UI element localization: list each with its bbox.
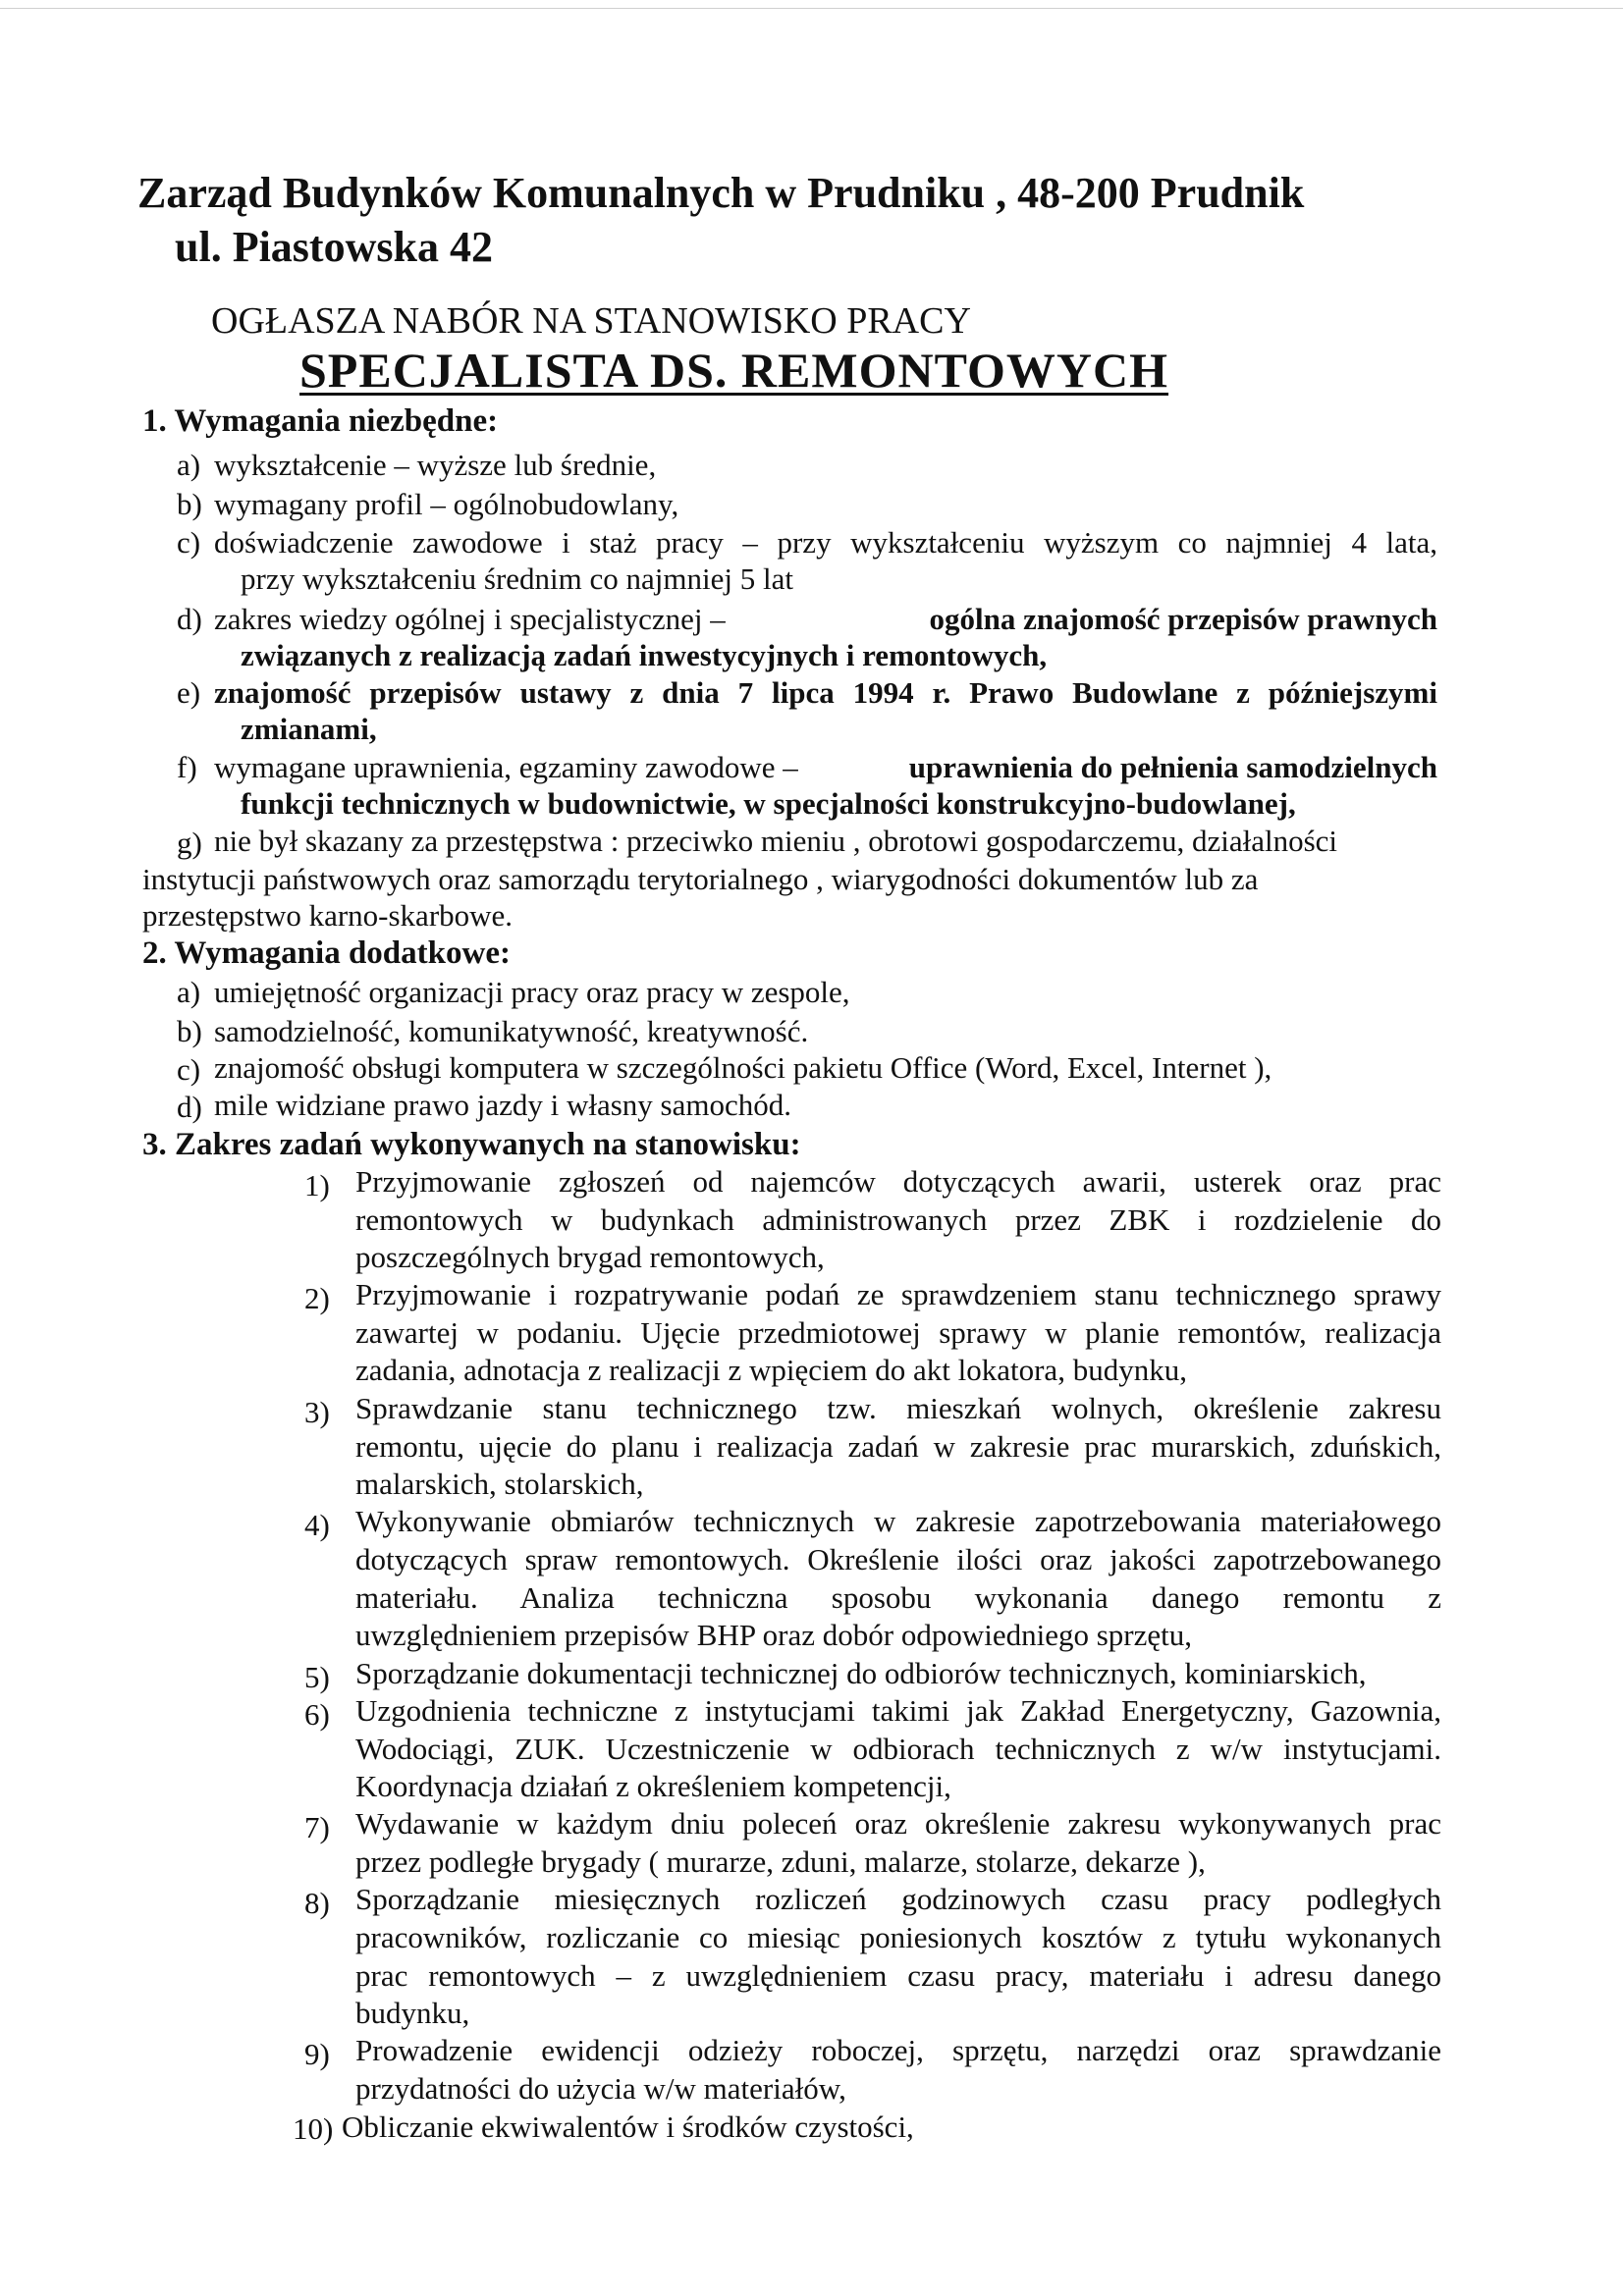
requirement-c-line-1: doświadczenie zawodowe i staż pracy – przy wykształceniu wyższym co najmniej 4 lata, <box>214 525 1437 560</box>
item-label: b) <box>177 487 202 521</box>
task-8-line-1: Sporządzanie miesięcznych rozliczeń godzinowych czasu pracy podległych <box>355 1882 1441 1916</box>
task-3-line-2: remontu, ujęcie do planu i realizacja zadań w zakresie prac murarskich, zduńskich, <box>355 1429 1441 1464</box>
requirement-g-line-2: instytucji państwowych oraz samorządu terytorialnego , wiarygodności dokumentów lub za <box>142 862 1259 896</box>
task-number: 4) <box>304 1508 330 1542</box>
requirement-d-line-2: związanych z realizacją zadań inwestycyjnych i remontowych, <box>241 638 1048 672</box>
requirement-e-line-2: zmianami, <box>241 712 377 746</box>
requirement-g-line-3: przestępstwo karno-skarbowe. <box>142 898 514 933</box>
section-3-title: Zakres zadań wykonywanych na stanowisku: <box>175 1127 801 1162</box>
task-8-line-3: prac remontowych – z uwzględnieniem czasu pracy, materiału i adresu danego <box>355 1958 1441 1993</box>
task-8-line-4: budynku, <box>355 1996 470 2030</box>
task-6-line-2: Wodociągi, ZUK. Uczestniczenie w odbiorach technicznych z w/w instytucjami. <box>355 1732 1441 1766</box>
extra-requirement-a: umiejętność organizacji pracy oraz pracy w zespole, <box>214 975 850 1009</box>
section-2-heading <box>142 937 511 970</box>
task-number: 10) <box>293 2111 334 2146</box>
task-2-line-3: zadania, adnotacja z realizacji z wpięciem do akt lokatora, budynku, <box>355 1353 1187 1387</box>
requirement-e-line-1: znajomość przepisów ustawy z dnia 7 lipca 1994 r. Prawo Budowlane z późniejszymi <box>214 675 1437 710</box>
section-1-heading <box>142 405 498 438</box>
org-address-line: ul. Piastowska 42 <box>175 223 493 271</box>
task-number: 1) <box>304 1168 330 1202</box>
section-1-title: Wymagania niezbędne: <box>174 403 499 439</box>
section-3-number: 3. <box>142 1127 167 1162</box>
section-1-number: 1. <box>142 403 167 439</box>
task-10-line-1: Obliczanie ekwiwalentów i środków czystości, <box>342 2109 914 2144</box>
requirement-f-line-2: funkcji technicznych w budownictwie, w specjalności konstrukcyjno-budowlanej, <box>241 786 1296 821</box>
org-name-line: Zarząd Budynków Komunalnych w Prudniku , 48-200 Prudnik <box>137 169 1305 217</box>
task-number: 9) <box>304 2037 330 2071</box>
task-9-line-2: przydatności do użycia w/w materiałów, <box>355 2071 846 2106</box>
task-2-line-2: zawartej w podaniu. Ujęcie przedmiotowej sprawy w planie remontów, realizacja <box>355 1315 1441 1350</box>
task-number: 6) <box>304 1697 330 1732</box>
requirement-d-bold: ogólna znajomość przepisów prawnych <box>929 602 1437 636</box>
requirement-c-line-2: przy wykształceniu średnim co najmniej 5 lat <box>241 561 793 596</box>
task-number: 2) <box>304 1281 330 1315</box>
task-2-line-1: Przyjmowanie i rozpatrywanie podań ze sprawdzeniem stanu technicznego sprawy <box>355 1277 1441 1311</box>
task-3-line-3: malarskich, stolarskich, <box>355 1467 644 1501</box>
item-label: g) <box>177 826 202 860</box>
task-number: 3) <box>304 1395 330 1429</box>
scan-top-edge <box>0 8 1623 9</box>
item-label: f) <box>177 750 197 784</box>
task-4-line-1: Wykonywanie obmiarów technicznych w zakresie zapotrzebowania materiałowego <box>355 1504 1441 1538</box>
task-3-line-1: Sprawdzanie stanu technicznego tzw. mieszkań wolnych, określenie zakresu <box>355 1391 1441 1425</box>
extra-requirement-d: mile widziane prawo jazdy i własny samochód. <box>214 1088 791 1122</box>
requirement-d-text: zakres wiedzy ogólnej i specjalistycznej – <box>214 602 726 636</box>
task-5-line-1: Sporządzanie dokumentacji technicznej do odbiorów technicznych, kominiarskich, <box>355 1656 1367 1690</box>
requirement-f-bold: uprawnienia do pełnienia samodzielnych <box>908 750 1437 784</box>
task-1-line-2: remontowych w budynkach administrowanych przez ZBK i rozdzielenie do <box>355 1202 1441 1237</box>
item-label: e) <box>177 675 201 710</box>
task-number: 5) <box>304 1660 330 1694</box>
task-9-line-1: Prowadzenie ewidencji odzieży roboczej, sprzętu, narzędzi oraz sprawdzanie <box>355 2033 1441 2067</box>
task-7-line-2: przez podległe brygady ( murarze, zduni, malarze, stolarze, dekarze ), <box>355 1844 1206 1879</box>
extra-requirement-b: samodzielność, komunikatywność, kreatywność. <box>214 1014 809 1048</box>
item-label: c) <box>177 1052 201 1087</box>
requirement-b: wymagany profil – ogólnobudowlany, <box>214 487 679 521</box>
requirement-d-line-1 <box>214 604 1437 634</box>
item-label: a) <box>177 448 201 482</box>
section-2-title: Wymagania dodatkowe: <box>174 935 511 971</box>
section-2-number: 2. <box>142 935 167 971</box>
item-label: d) <box>177 602 202 636</box>
task-4-line-2: dotyczących spraw remontowych. Określenie ilości oraz jakości zapotrzebowanego <box>355 1542 1441 1576</box>
item-label: a) <box>177 975 201 1009</box>
requirement-g-line-1: nie był skazany za przestępstwa : przeciwko mieniu , obrotowi gospodarczemu, działalności <box>214 824 1338 858</box>
item-label: c) <box>177 525 201 560</box>
task-4-line-4: uwzględnieniem przepisów BHP oraz dobór odpowiedniego sprzętu, <box>355 1618 1193 1652</box>
task-6-line-1: Uzgodnienia techniczne z instytucjami takimi jak Zakład Energetyczny, Gazownia, <box>355 1693 1441 1728</box>
requirement-f-text: wymagane uprawnienia, egzaminy zawodowe – <box>214 750 798 784</box>
section-3-heading <box>142 1129 801 1161</box>
task-8-line-2: pracowników, rozliczanie co miesiąc poniesionych kosztów z tytułu wykonanych <box>355 1920 1441 1954</box>
task-number: 7) <box>304 1810 330 1844</box>
requirement-a: wykształcenie – wyższe lub średnie, <box>214 448 657 482</box>
task-4-line-3: materiału. Analiza techniczna sposobu wykonania danego remontu z <box>355 1580 1441 1615</box>
item-label: d) <box>177 1090 202 1124</box>
announcement-heading: OGŁASZA NABÓR NA STANOWISKO PRACY <box>211 300 971 342</box>
task-6-line-3: Koordynacja działań z określeniem kompetencji, <box>355 1769 951 1803</box>
item-label: b) <box>177 1014 202 1048</box>
task-1-line-3: poszczególnych brygad remontowych, <box>355 1240 825 1274</box>
requirement-f-line-1 <box>214 752 1437 782</box>
task-number: 8) <box>304 1886 330 1920</box>
task-1-line-1: Przyjmowanie zgłoszeń od najemców dotyczących awarii, usterek oraz prac <box>355 1164 1441 1199</box>
task-7-line-1: Wydawanie w każdym dniu poleceń oraz określenie zakresu wykonywanych prac <box>355 1806 1441 1841</box>
position-title: SPECJALISTA DS. REMONTOWYCH <box>299 343 1169 398</box>
extra-requirement-c: znajomość obsługi komputera w szczególności pakietu Office (Word, Excel, Internet ), <box>214 1050 1272 1085</box>
